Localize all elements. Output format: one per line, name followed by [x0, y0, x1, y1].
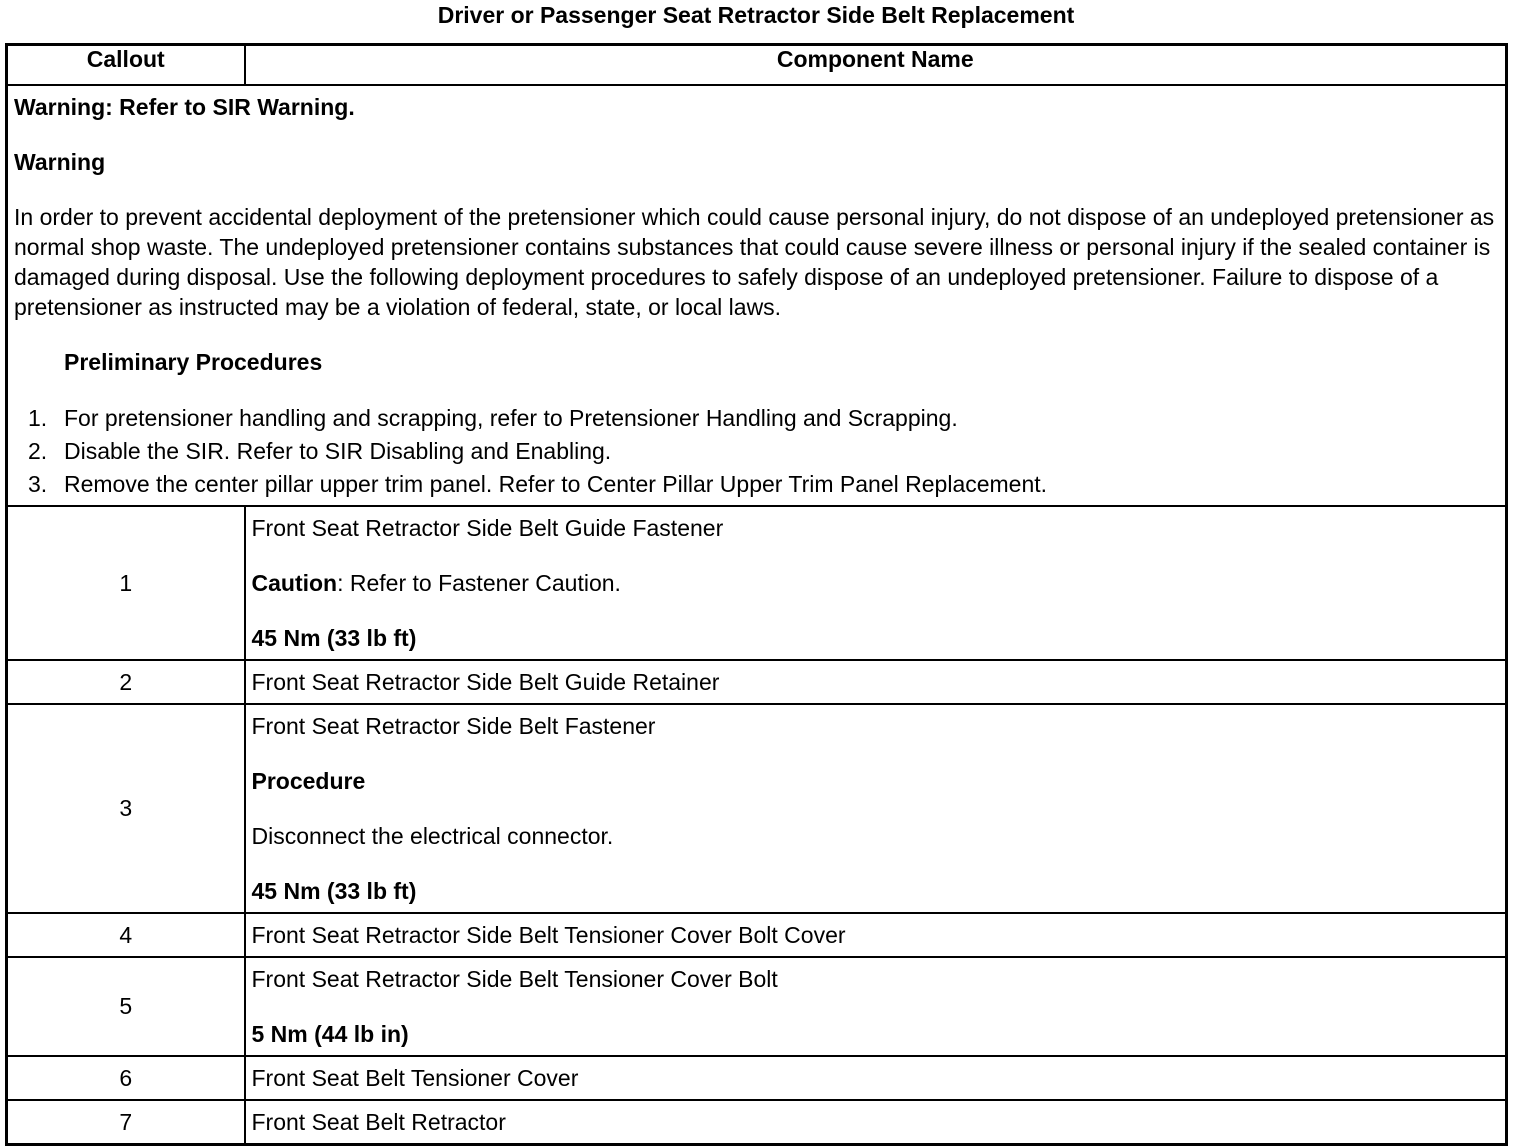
callout-number: 6	[7, 1056, 245, 1100]
components-table	[5, 43, 1508, 1146]
table-header-row	[7, 45, 1507, 86]
step-number: 1.	[28, 405, 48, 431]
callout-number: 3	[7, 704, 245, 913]
component-name: Front Seat Belt Retractor	[251, 1109, 506, 1135]
table-row	[7, 1056, 1507, 1100]
component-cell	[245, 506, 1507, 660]
component-name: Front Seat Belt Tensioner Cover	[251, 1065, 579, 1091]
component-name: Front Seat Retractor Side Belt Tensioner Cover Bolt Cover	[251, 922, 846, 948]
component-cell	[245, 957, 1507, 1056]
list-item	[14, 435, 1499, 468]
component-name: Front Seat Retractor Side Belt Guide Fastener	[251, 515, 724, 541]
component-name: Front Seat Retractor Side Belt Fastener	[251, 713, 656, 739]
torque-spec: 45 Nm (33 lb ft)	[251, 625, 417, 651]
callout-number: 2	[7, 660, 245, 704]
procedure-text: Disconnect the electrical connector.	[251, 823, 614, 849]
table-row	[7, 913, 1507, 957]
table-row	[7, 704, 1507, 913]
step-text: Disable the SIR. Refer to SIR Disabling and Enabling.	[64, 438, 612, 464]
warning-body: In order to prevent accidental deployment of the pretensioner which could cause personal injury, do not dispose of an undeployed pretensioner as normal shop waste. The undeployed pretensioner contains substances that could cause severe illness or personal injury if the sealed container is damaged during disposal. Use the following deployment procedures to safely dispose of an undeployed pretensioner. Failure to dispose of a pretensioner as instructed may be a violation of federal, state, or local laws.	[14, 204, 1495, 320]
list-item	[14, 468, 1499, 501]
step-number: 3.	[28, 471, 48, 497]
preliminary-steps-list	[14, 402, 1499, 501]
list-item	[14, 402, 1499, 435]
step-text: Remove the center pillar upper trim panel. Refer to Center Pillar Upper Trim Panel Replacement.	[64, 471, 1048, 497]
warning-cell	[7, 85, 1507, 506]
page-title: Driver or Passenger Seat Retractor Side Belt Replacement	[437, 2, 1075, 28]
callout-number: 7	[7, 1100, 245, 1145]
table-row	[7, 506, 1507, 660]
table-row	[7, 660, 1507, 704]
procedure-heading: Procedure	[251, 768, 366, 794]
sir-warning-reference: Warning: Refer to SIR Warning.	[14, 94, 355, 120]
warning-heading: Warning	[14, 149, 106, 175]
torque-spec: 5 Nm (44 lb in)	[251, 1021, 409, 1047]
component-name: Front Seat Retractor Side Belt Guide Retainer	[251, 669, 720, 695]
warning-row	[7, 85, 1507, 506]
component-cell	[245, 660, 1507, 704]
step-number: 2.	[28, 438, 48, 464]
callout-number: 5	[7, 957, 245, 1056]
component-cell	[245, 1056, 1507, 1100]
table-row	[7, 957, 1507, 1056]
callout-number: 1	[7, 506, 245, 660]
callout-number: 4	[7, 913, 245, 957]
caution-text: : Refer to Fastener Caution.	[337, 570, 621, 596]
component-cell	[245, 913, 1507, 957]
caution-note	[252, 568, 1500, 598]
column-header-component: Component Name	[245, 45, 1507, 86]
component-cell	[245, 704, 1507, 913]
torque-spec: 45 Nm (33 lb ft)	[251, 878, 417, 904]
step-text: For pretensioner handling and scrapping, refer to Pretensioner Handling and Scrapping.	[64, 405, 958, 431]
component-name: Front Seat Retractor Side Belt Tensioner Cover Bolt	[251, 966, 778, 992]
caution-label: Caution	[251, 570, 338, 596]
column-header-callout: Callout	[7, 45, 245, 86]
preliminary-procedures-heading: Preliminary Procedures	[64, 349, 323, 375]
